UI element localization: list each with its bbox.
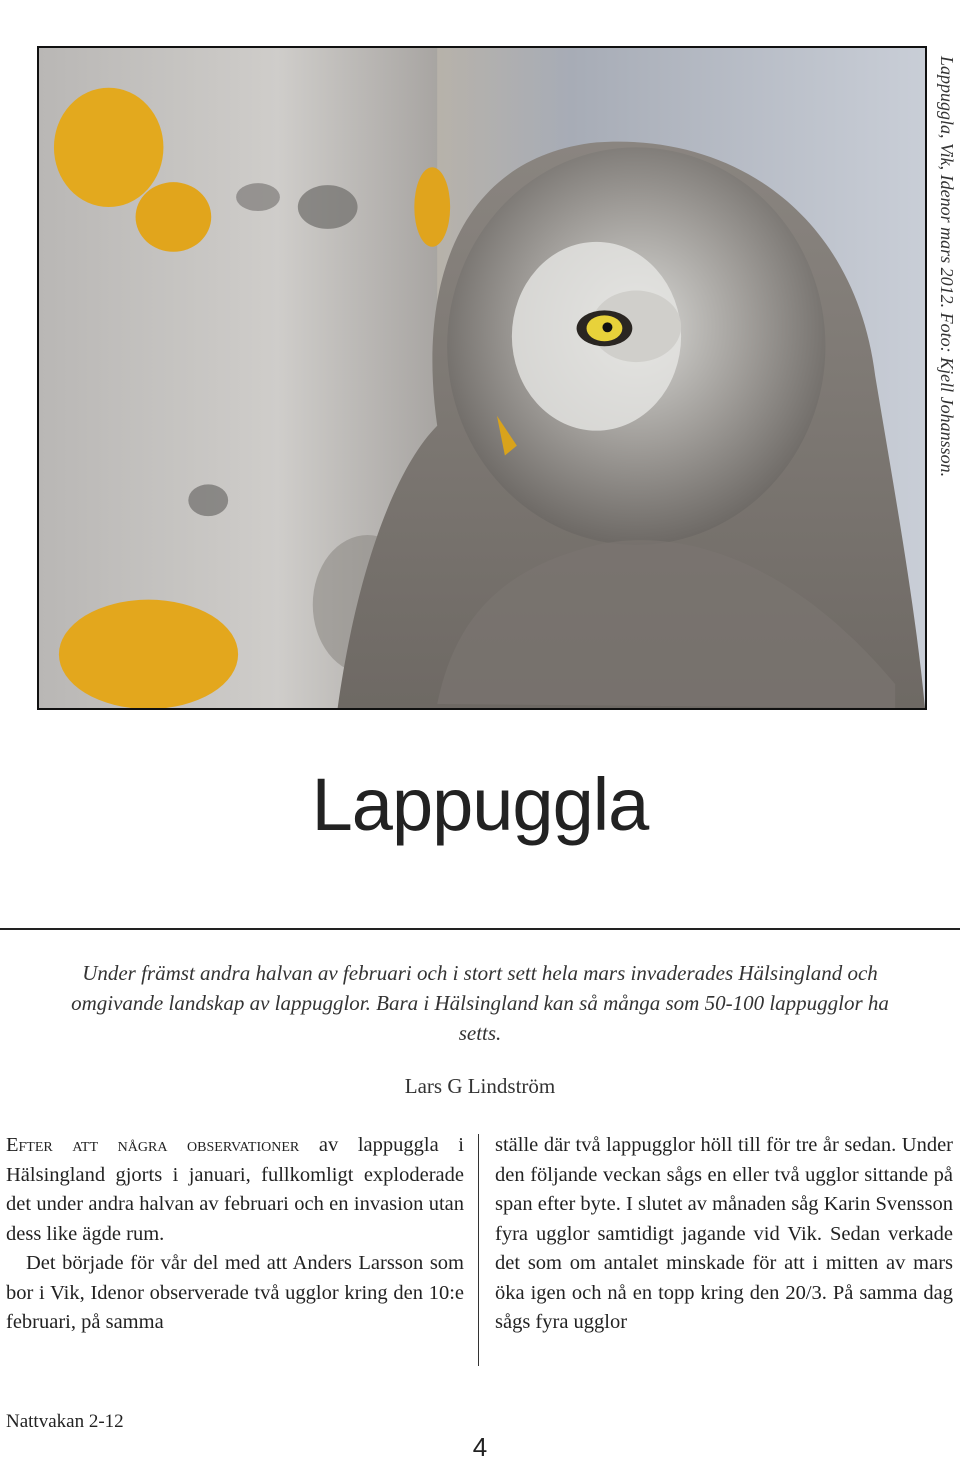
opening-smallcaps: Efter att några observationer [6, 1134, 300, 1156]
body-column-left [6, 1131, 464, 1338]
article-author: Lars G Lindström [404, 1074, 556, 1098]
body-column-right [495, 1131, 953, 1338]
photo-caption [935, 56, 957, 616]
article-title: Lappuggla [311, 763, 649, 846]
title-divider [0, 928, 960, 930]
body-paragraph: ställe där två lappugglor höll till för tre år sedan. Under den följande veckan sågs en eller två ugglor sittande på span efter byte. I slutet av månaden såg Karin Svensson fyra ugglor samtidigt jagande vid Vik. Sedan verkade det som om antalet minskade för att i mitten av mars öka igen och nå en topp kring den 20/3. På samma dag sågs fyra ugglor [495, 1134, 953, 1333]
paragraph-text: av lappuggla i Hälsingland gjorts i januari, fullkomligt exploderade det under andra halvan av februari och en invasion utan dess like ägde rum. [6, 1134, 464, 1245]
publication-name: Nattvakan 2-12 [6, 1411, 124, 1432]
column-divider [478, 1134, 479, 1366]
owl-photo [37, 46, 927, 710]
photo-caption-text: Lappuggla, Vik, Idenor mars 2012. Foto: Kjell Johansson. [937, 56, 957, 478]
great-grey-owl-illustration [39, 48, 925, 708]
article-lead: Under främst andra halvan av februari och i stort sett hela mars invaderades Hälsingland och omgivande landskap av lappugglor. Bara i Hälsingland kan så många som 50-100 lappugglor ha setts. [71, 961, 889, 1045]
page-number: 4 [472, 1432, 488, 1462]
body-paragraph: Det började för vår del med att Anders Larsson som bor i Vik, Idenor observerade två ugglor kring den 10:e februari, på samma [6, 1252, 464, 1333]
body-paragraph [6, 1131, 464, 1249]
